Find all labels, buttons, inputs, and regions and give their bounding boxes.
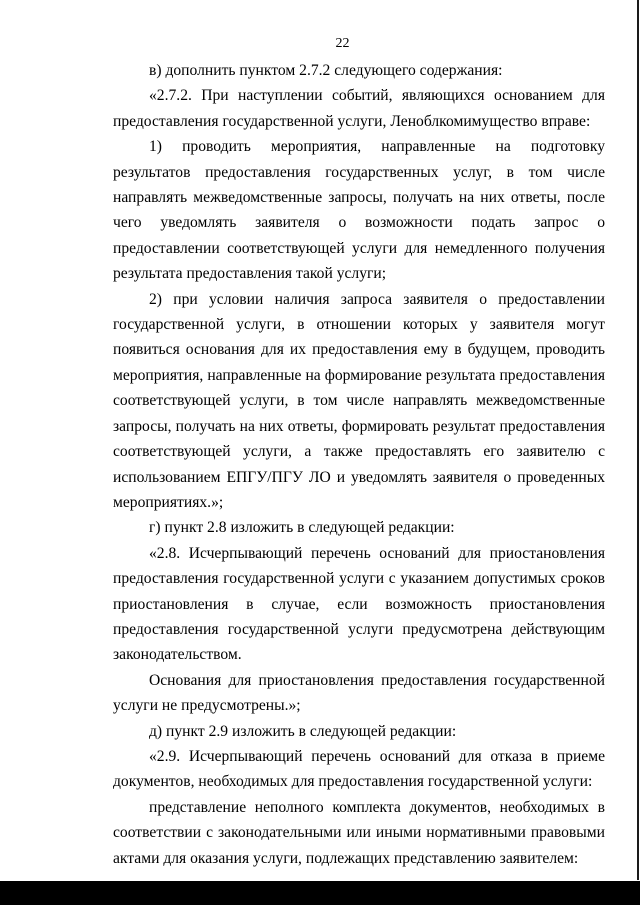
paragraph-incomplete-documents: представление неполного комплекта документов, необходимых в соответствии с законодательными или иными нормативными правовыми актами для оказания услуги, подлежащих представлению заявителем: [113, 798, 605, 867]
document-body [113, 58, 605, 871]
paragraph-item-d: д) пункт 2.9 изложить в следующей редакции: [149, 722, 457, 740]
scan-right-edge [637, 0, 639, 880]
paragraph-item-v: в) дополнить пунктом 2.7.2 следующего содержания: [149, 62, 503, 79]
paragraph-clause-2-7-2: «2.7.2. При наступлении событий, являющихся основанием для предоставления государственной услуги, Леноблкомимущество вправе: [113, 87, 605, 130]
scan-bottom-border [0, 881, 640, 905]
paragraph-item-g: г) пункт 2.8 изложить в следующей редакции: [149, 519, 455, 537]
paragraph-suspension-grounds: Основания для приостановления предоставления государственной услуги не предусмотрены.»; [113, 671, 605, 715]
paragraph-subclause-2: 2) при условии наличия запроса заявителя о предоставлении государственной услуги, в отношении которых у заявителя могут появиться основания для их предоставления ему в будущем, проводить мероприятия, направленные на формирование результата предоставления соответствующей услуги, в том числе направлять межведомственные запросы, получать на них ответы, формировать результат предоставления соответствующей услуги, а также предоставлять его заявителю с использованием ЕПГУ/ПГУ ЛО и уведомлять заявителя о проведенных мероприятиях.»; [113, 290, 605, 511]
paragraph-clause-2-8: «2.8. Исчерпывающий перечень оснований для приостановления предоставления государственной услуги с указанием допустимых сроков приостановления в случае, если возможность приостановления предоставления государственной услуги предусмотрена действующим законодательством. [113, 544, 605, 664]
paragraph-clause-2-9: «2.9. Исчерпывающий перечень оснований для отказа в приеме документов, необходимых для предоставления государственной услуги: [113, 747, 605, 791]
page-number: 22 [335, 36, 350, 51]
paragraph-subclause-1: 1) проводить мероприятия, направленные на подготовку результатов предоставления государственных услуг, в том числе направлять межведомственные запросы, получать на них ответы, после чего уведомлять заявителя о возможности подать запрос о предоставлении соответствующей услуги для немедленного получения результата предоставления такой услуги; [113, 138, 605, 283]
